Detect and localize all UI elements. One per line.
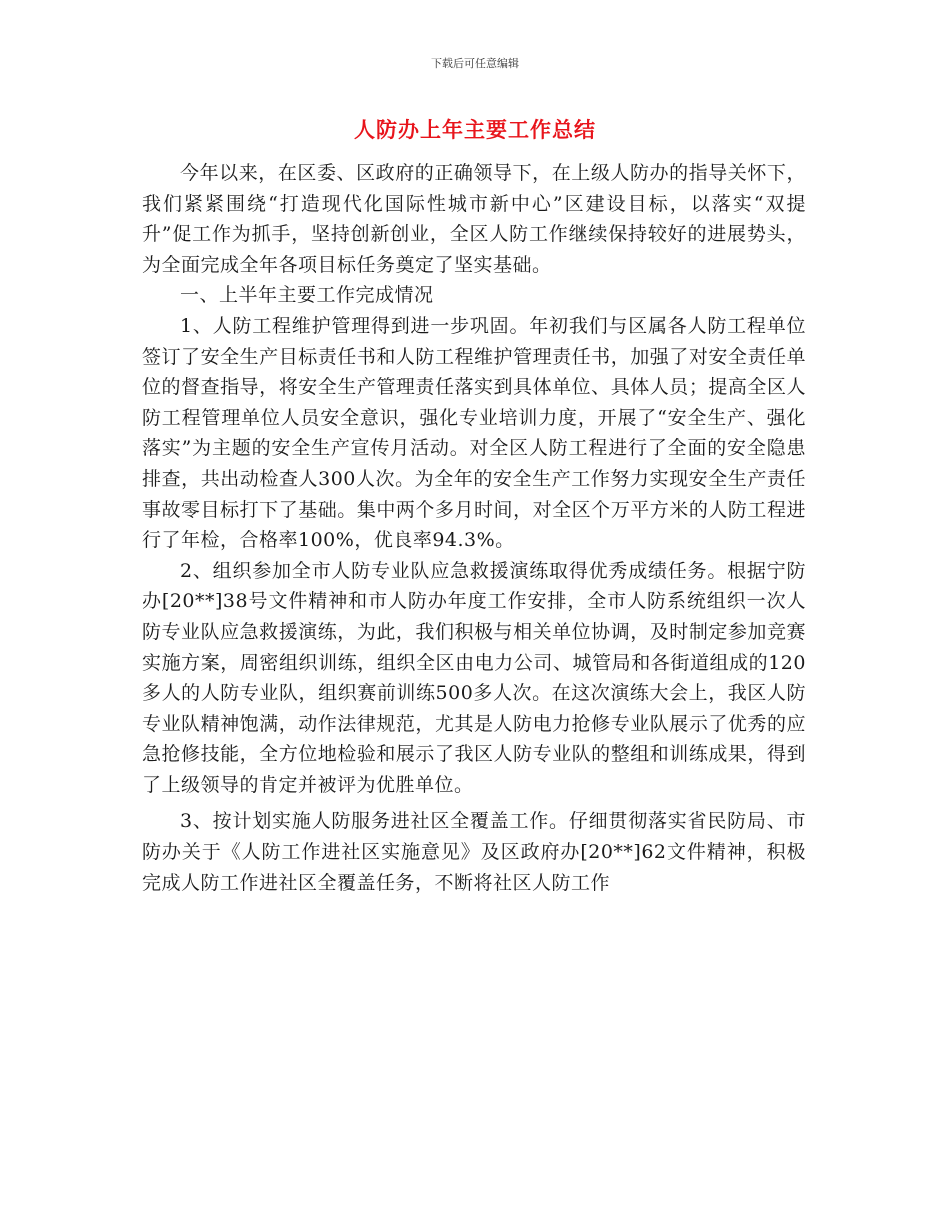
paragraph-item-2: 2、组织参加全市人防专业队应急救援演练取得优秀成绩任务。根据宁防办[20**]38号文件精神和市人防办年度工作安排，全市人防系统组织一次人防专业队应急救援演练，为此，我们积极与相关单位协调，及时制定参加竞赛实施方案，周密组织训练，组织全区由电力公司、城管局和各街道组成的120多人的人防专业队，组织赛前训练500多人次。在这次演练大会上，我区人防专业队精神饱满，动作法律规范，尤其是人防电力抢修专业队展示了优秀的应急抢修技能，全方位地检验和展示了我区人防专业队的整组和训练成果，得到了上级领导的肯定并被评为优胜单位。 xyxy=(142,559,806,796)
paragraph-intro: 今年以来，在区委、区政府的正确领导下，在上级人防办的指导关怀下，我们紧紧围绕“打造现代化国际性城市新中心”区建设目标，以落实“双提升”促工作为抓手，坚持创新创业，全区人防工作继续保持较好的进展势头，为全面完成全年各项目标任务奠定了坚实基础。 xyxy=(142,162,806,276)
document-body xyxy=(142,158,806,898)
paragraph-item-3: 3、按计划实施人防服务进社区全覆盖工作。仔细贯彻落实省民防局、市防办关于《人防工作进社区实施意见》及区政府办[20**]62文件精神，积极完成人防工作进社区全覆盖任务，不断将社区人防工作 xyxy=(142,810,806,894)
header-note: 下载后可任意编辑 xyxy=(431,57,519,70)
document-title: 人防办上年主要工作总结 xyxy=(354,118,596,142)
paragraph-item-1: 1、人防工程维护管理得到进一步巩固。年初我们与区属各人防工程单位签订了安全生产目标责任书和人防工程维护管理责任书，加强了对安全责任单位的督查指导，将安全生产管理责任落实到具体单位、具体人员；提高全区人防工程管理单位人员安全意识，强化专业培训力度，开展了“安全生产、强化落实”为主题的安全生产宣传月活动。对全区人防工程进行了全面的安全隐患排查，共出动检查人300人次。为全年的安全生产工作努力实现安全生产责任事故零目标打下了基础。集中两个多月时间，对全区个万平方米的人防工程进行了年检，合格率100%，优良率94.3%。 xyxy=(142,314,806,552)
section-heading: 一、上半年主要工作完成情况 xyxy=(180,284,434,307)
